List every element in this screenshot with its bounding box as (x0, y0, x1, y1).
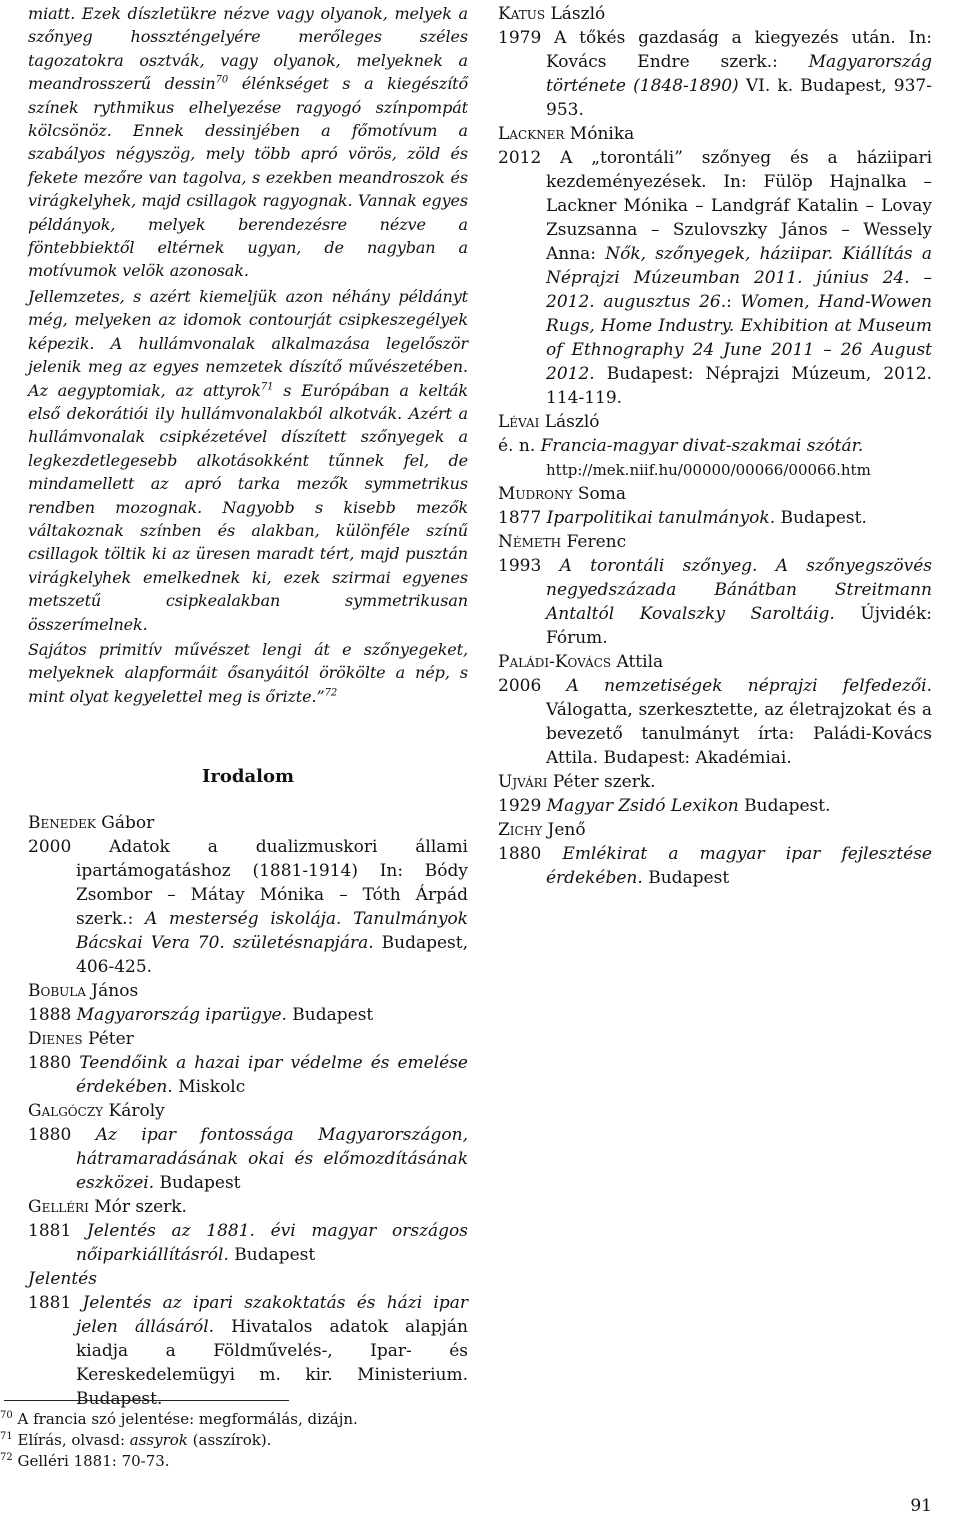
text-run: Válogatta, szerkesztette, az életrajzokat és a bevezető tanulmányt írta: Paládi-Kovács Attila. Budapest: Akadémiai. (546, 700, 932, 768)
text-run: Budapest (286, 1005, 374, 1026)
text-run: Gelléri 1881: 70-73. (12, 1452, 170, 1470)
text-run: Miskolc (172, 1077, 246, 1098)
reference-author (498, 410, 932, 434)
title-run: A torontáli szőnyeg. A szőnyegszövés negyedszázada Bánátban Streitmann Antaltól Kovalszky Saroltáig. (546, 556, 933, 624)
reference-year: 1880 (498, 844, 542, 864)
reference-entry (28, 835, 468, 979)
text-run: Budapest, 406-425. (76, 933, 468, 978)
reference-entry (498, 674, 932, 770)
quote-paragraph (28, 285, 468, 636)
reference-author (28, 1099, 468, 1123)
author-given-name: Soma (572, 484, 626, 504)
footnote (0, 1430, 470, 1451)
text-run: Budapest: Néprajzi Múzeum, 2012. 114-119. (546, 364, 932, 408)
reference-year: 1881 (28, 1293, 72, 1314)
reference-entry (498, 794, 932, 818)
title-run: Magyarország története (1848-1890) (546, 52, 932, 96)
text-run: A „torontáli” szőnyeg és a háziipari kezdeményezések. In: Fülöp Hajnalka – Lackner Mónika – Landgráf Katalin – Lovay Zsuzsanna – Szulovszky János – Wessely Anna: (546, 148, 933, 264)
text-run: Újvidék: Fórum. (546, 604, 933, 648)
reference-year: 2000 (28, 837, 72, 858)
author-given-name: Attila (611, 652, 664, 672)
reference-year: 1979 (498, 28, 542, 48)
page-number: 91 (910, 1496, 932, 1516)
reference-author (498, 122, 932, 146)
text-run: (asszírok). (187, 1431, 272, 1449)
title-run: Francia-magyar divat-szakmai szótár. (540, 436, 864, 456)
author-surname: Gelléri (28, 1197, 89, 1218)
footnote-number: 71 (0, 1431, 13, 1442)
author-surname: Zichy (498, 820, 543, 840)
reference-author (498, 2, 932, 26)
reference-entry (28, 1051, 468, 1099)
author-surname: Lackner (498, 124, 565, 144)
reference-year: 1888 (28, 1005, 72, 1026)
author-surname: Lévai (498, 412, 540, 432)
reference-entry (498, 434, 932, 482)
author-given-name: Károly (103, 1101, 165, 1122)
author-surname: Ujvári (498, 772, 548, 792)
text-run: Jellemzetes, s azért kiemeljük azon néhány példányt még, melyeken az idomok contourját csipkeszegélyek képezik. A hullámvonalak alkalmazása legelőször jelenik meg az egyes nemzetek díszítő művészetében. Az aegyptomiak, az attyrok (28, 286, 468, 400)
bibliography-list-right (498, 2, 932, 890)
title-run: Nők, szőnyegek, háziipar. Kiállítás a Néprajzi Múzeumban 2011. június 24. – 2012. augusztus 26. (546, 244, 932, 312)
author-given-name: Ferenc (561, 532, 627, 552)
reference-year: 1929 (498, 796, 542, 816)
reference-entry (498, 146, 932, 410)
quoted-text (28, 2, 468, 708)
reference-year: 1880 (28, 1125, 72, 1146)
author-given-name: Mónika (564, 124, 635, 144)
reference-year: 1877 (498, 508, 542, 528)
reference-entry (498, 842, 932, 890)
author-given-name: Mór szerk. (88, 1197, 187, 1218)
reference-author (498, 770, 932, 794)
author-given-name: Jenő (542, 820, 586, 840)
reference-entry (28, 1123, 468, 1195)
text-run: A francia szó jelentése: megformálás, dizájn. (12, 1410, 358, 1428)
reference-year: 1993 (498, 556, 542, 576)
text-run: Adatok a dualizmuskori állami ipartámogatáshoz (1881-1914) In: Bódy Zsombor – Mátay Mónika – Tóth Árpád szerk.: (76, 837, 468, 930)
reference-entry (498, 554, 932, 650)
reference-year: 1881 (28, 1221, 72, 1242)
reference-author (498, 818, 932, 842)
title-run: Emlékirat a magyar ipar fejlesztése érdekében. (546, 844, 932, 888)
left-column (28, 2, 468, 1411)
title-run: Magyar Zsidó Lexikon (546, 796, 739, 816)
reference-entry (28, 1003, 468, 1027)
footnotes (0, 1400, 470, 1472)
reference-author (28, 811, 468, 835)
reference-author (28, 979, 468, 1003)
reference-year: 2012 (498, 148, 542, 168)
text-run: Budapest (642, 868, 730, 888)
reference-author (28, 1195, 468, 1219)
title-run: Women, Hand-Wowen Rugs, Home Industry. Exhibition at Museum of Ethnography 24 June 2011 – 26 August 2012. (546, 292, 932, 384)
footnote-number: 70 (0, 1410, 13, 1421)
author-given-name: László (545, 4, 606, 24)
text-run: VI. k. Budapest, 937-953. (546, 76, 932, 120)
author-surname: Katus (498, 4, 546, 24)
title-run: Jelentés az 1881. évi magyar országos nőiparkiállításról. (76, 1221, 468, 1266)
title-run: Teendőink a hazai ipar védelme és emelése érdekében. (76, 1053, 468, 1098)
reference-entry (28, 1291, 468, 1411)
reference-author (28, 1027, 468, 1051)
section-heading: Irodalom (201, 766, 295, 788)
reference-author (498, 650, 932, 674)
author-surname: Bobula (28, 981, 86, 1002)
text-run: : (726, 292, 741, 312)
author-surname: Jelentés (28, 1269, 97, 1290)
footnote-number: 72 (0, 1452, 13, 1463)
author-surname: Paládi-Kovács (498, 652, 612, 672)
reference-entry (28, 1219, 468, 1267)
title-run: assyrok (129, 1431, 188, 1449)
text-run: Elírás, olvasd: (12, 1431, 130, 1449)
text-run: Budapest. (775, 508, 867, 528)
author-given-name: László (539, 412, 600, 432)
footnote-rule (4, 1400, 289, 1401)
text-run: s Európában a kelták első dekorátiói ily hullámvonalakból alkotvák. Azért a hullámvonalak csipkézetével díszített szőnyegek a legkezdetlegesebb alkotásokként tűnnek fel, de mindamellett az apró tarka mezők symmetrikus rendben mozognak. Nagyobb s kisebb mezők váltakoznak színben és alakban, különféle színű csillagok töltik ki az üresen maradt tért, majd pusztán virágkelyhek emelkednek ki, ezek szirmai egyenes metszetű csipkealakban symmetrikusan összerímelnek. (28, 380, 468, 634)
title-run: Iparpolitikai tanulmányok. (546, 508, 776, 528)
footnote-ref: 70 (215, 74, 229, 86)
reference-entry (498, 26, 932, 122)
reference-entry (498, 506, 932, 530)
text-run: Budapest (228, 1245, 316, 1266)
text-run: Hivatalos adatok alapján kiadja a Földművelés-, Ipar- és Kereskedelemügyi m. kir. Ministerium. Budapest. (76, 1317, 468, 1410)
author-surname: Benedek (28, 813, 96, 834)
author-surname: Dienes (28, 1029, 83, 1050)
quote-paragraph (28, 638, 468, 708)
text-run: Budapest. (738, 796, 831, 816)
title-run: A nemzetiségek néprajzi felfedezői. (566, 676, 933, 696)
title-run: A mesterség iskolája. Tanulmányok Bácskai Vera 70. születésnapjára. (76, 909, 468, 954)
footnote-ref: 72 (324, 687, 338, 699)
right-column (498, 2, 932, 890)
text-run: A tőkés gazdaság a kiegyezés után. In: Kovács Endre szerk.: (546, 28, 932, 72)
footnote (0, 1451, 470, 1472)
reference-url: http://mek.niif.hu/00000/00066/00066.htm (546, 461, 871, 479)
bibliography-list-left (28, 811, 468, 1411)
text-run: élénkséget s a kiegészítő színek rythmikus elhelyezése ragyogó színpompát kölcsönöz. Ennek dessinjében a főmotívum a szabályos négyszög, mely több apró vörös, zöld és fekete mezőre van tagolva, s ezekben meandroszok és virágkelyhek, majd csillagok ragyognak. Vannak egyes példányok, melyek berendezésre nézve a föntebbiektől eltérnek ugyan, de nagyban a motívumok velök azonosak. (28, 74, 468, 281)
quote-paragraph (28, 2, 468, 283)
reference-author (28, 1267, 468, 1291)
reference-author (498, 530, 932, 554)
author-given-name: Péter szerk. (547, 772, 656, 792)
reference-year: 1880 (28, 1053, 72, 1074)
author-given-name: Gábor (95, 813, 155, 834)
text-run: Budapest (154, 1173, 241, 1194)
text-run: miatt. Ezek díszletükre nézve vagy olyanok, melyek a szőnyeg hosszténgelyére merőleges széles tagozatokra osztvák, vagy olyanok, melyeknek a meandrosszerű dessin (28, 4, 468, 94)
text-run: Sajátos primitív művészet lengi át e szőnyegeket, melyeknek alapformáit ősanyáitól örökölte a nép, s mint olyat kegyelettel meg is őrizte.” (28, 639, 468, 706)
author-given-name: János (85, 981, 139, 1002)
author-surname: Mudrony (498, 484, 573, 504)
reference-year: é. n. (498, 436, 536, 456)
author-surname: Galgóczy (28, 1101, 104, 1122)
reference-year: 2006 (498, 676, 542, 696)
author-surname: Németh (498, 532, 562, 552)
reference-author (498, 482, 932, 506)
title-run: Jelentés az ipari szakoktatás és házi ipar jelen állásáról. (76, 1293, 468, 1338)
title-run: Magyarország iparügye. (76, 1005, 287, 1026)
footnote-ref: 71 (260, 381, 274, 393)
author-given-name: Péter (82, 1029, 134, 1050)
footnote (0, 1409, 470, 1430)
title-run: Az ipar fontossága Magyarországon, hátramaradásának okai és előmozdításának eszközei. (76, 1125, 469, 1194)
